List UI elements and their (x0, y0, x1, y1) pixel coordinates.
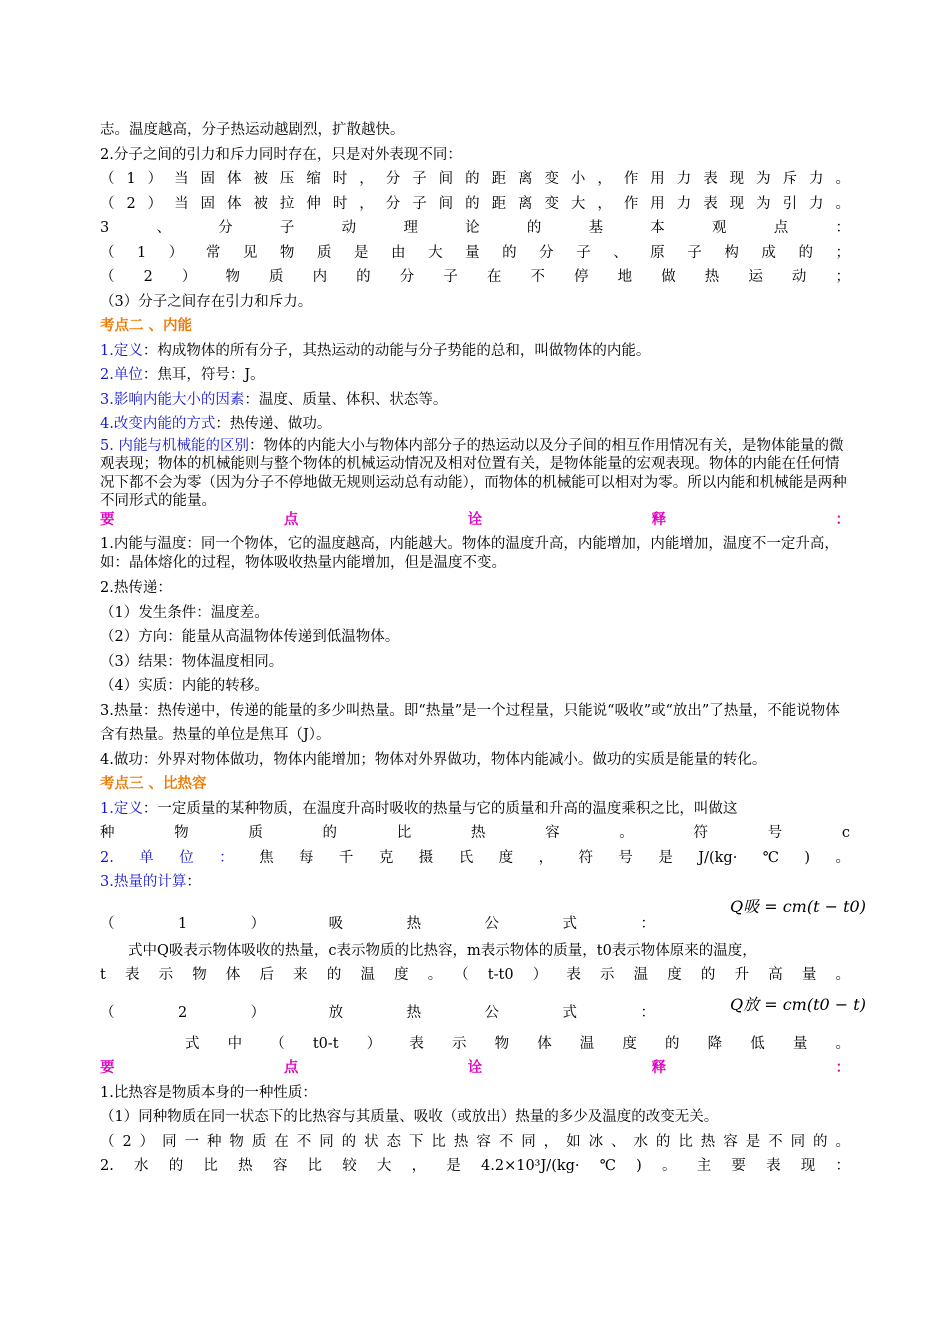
formula-caption: （2）放热公式： (100, 1004, 655, 1021)
term-label: 4.改变内能的方式 (100, 416, 216, 432)
term-label: 3.影响内能大小的因素 (100, 391, 245, 408)
term-label: 1.定义 (100, 800, 143, 817)
term-text: 焦每千克摄氏度，符号是J/(kg·℃)。 (259, 849, 850, 866)
term-text: ：热传递、做功。 (215, 416, 332, 432)
text-line: 3、分子动理论的基本观点： (100, 220, 850, 236)
text-line: 2.水的比热容比较大，是4.2×10³J/(kg·℃)。主要表现： (100, 1158, 850, 1174)
term-text: ：温度、质量、体积、状态等。 (244, 391, 448, 408)
definition-paragraph (100, 437, 850, 511)
text-line: 式中（t0-t）表示物体温度的降低量。 (185, 1035, 850, 1052)
text-line: （1）当固体被压缩时，分子间的距离变小，作用力表现为斥力。 (100, 171, 850, 187)
text-line: （2）物质内的分子在不停地做热运动； (100, 269, 850, 285)
text-line: 式中Q吸表示物体吸收的热量，c表示物质的比热容，m表示物体的质量，t0表示物体原来的温度， (128, 942, 757, 959)
formula-caption: （1）吸热公式： (100, 915, 655, 932)
text-paragraph: 4.做功：外界对物体做功，物体内能增加；物体对外界做功，物体内能减小。做功的实质是能量的转化。 (100, 751, 767, 768)
text-line: （2）同一种物质在不同的状态下比热容不同，如冰、水的比热容是不同的。 (100, 1133, 850, 1150)
term-label: 2.单位： (100, 849, 260, 866)
term-label: 5. 内能与机械能的区别 (100, 437, 249, 454)
term-text: ：构成物体的所有分子，其热运动的动能与分子势能的总和，叫做物体的内能。 (142, 342, 651, 359)
text-paragraph: 3.热量：热传递中，传递的能量的多少叫热量。即“热量”是一个过程量，只能说“吸收”或“放出”了热量，不能说物体含有热量。热量的单位是焦耳（J）。 (100, 702, 840, 743)
text-paragraph: 1.内能与温度：同一个物体，它的温度越高，内能越大。物体的温度升高，内能增加，内能增加，温度不一定升高，如：晶体熔化的过程，物体吸收热量内能增加，但是温度不变。 (100, 536, 839, 571)
text-line: （2）当固体被拉伸时，分子间的距离变大，作用力表现为引力。 (100, 195, 850, 212)
term-text: ：一定质量的某种物质，在温度升高时吸收的热量与它的质量和升高的温度乘积之比，叫做这 (142, 800, 738, 817)
term-text: ：焦耳，符号：J。 (142, 367, 265, 383)
text-line: （4）实质：内能的转移。 (100, 678, 269, 694)
formula-absorb: Q吸 = cm(t − t0) (730, 897, 866, 916)
tip-heading: 要点诠释： (100, 511, 850, 528)
formula-row (100, 895, 655, 937)
text-line: （2）方向：能量从高温物体传递到低温物体。 (100, 629, 400, 645)
text-line: t表示物体后来的温度。（t-t0）表示温度的升高量。 (100, 967, 850, 983)
definition-line (100, 846, 850, 871)
text-line: 2.热传递： (100, 580, 172, 596)
term-label: 1.定义 (100, 342, 143, 359)
text-line: 2.分子之间的引力和斥力同时存在，只是对外表现不同： (100, 146, 462, 163)
text-line: 志。温度越高，分子热运动越剧烈，扩散越快。 (100, 122, 405, 138)
text-line: （3）分子之间存在引力和斥力。 (100, 293, 313, 310)
text-line: （3）结果：物体温度相同。 (100, 653, 284, 670)
term-text: ： (186, 874, 201, 890)
formula-row (100, 988, 655, 1030)
definition-line (100, 870, 850, 895)
definition-line (100, 339, 850, 364)
text-line: （1）发生条件：温度差。 (100, 604, 269, 621)
text-line: 种物质的比热容。符号c (100, 825, 850, 841)
definition-line (100, 363, 850, 388)
formula-release: Q放 = cm(t0 − t) (730, 995, 866, 1014)
term-label: 3.热量的计算 (100, 874, 187, 890)
term-text: ：物体的内能大小与物体内部分子的热运动以及分子间的相互作用情况有关，是物体能量的微观表现；物体的机械能则与整个物体的机械运动情况及相对位置有关，是物体能量的宏观表现。物体的内能在任何情况下都不会为零（因为分子不停地做无规则运动总有动能），而物体的机械能可以相对为零。所以内能和机械能是两种不同形式的能量。 (100, 437, 847, 509)
text-line: （1）同种物质在同一状态下的比热容与其质量、吸收（或放出）热量的多少及温度的改变无关。 (100, 1109, 719, 1125)
text-line: （1）常见物质是由大量的分子、原子构成的； (100, 244, 850, 261)
document-page (100, 118, 866, 1179)
definition-line (100, 388, 850, 413)
text-line: 1.比热容是物质本身的一种性质： (100, 1084, 317, 1101)
tip-heading: 要点诠释： (100, 1060, 850, 1076)
section-heading: 考点三 、比热容 (100, 776, 207, 792)
term-label: 2.单位 (100, 367, 143, 383)
definition-line (100, 797, 850, 822)
definition-line (100, 412, 850, 437)
section-heading: 考点二 、内能 (100, 318, 193, 334)
